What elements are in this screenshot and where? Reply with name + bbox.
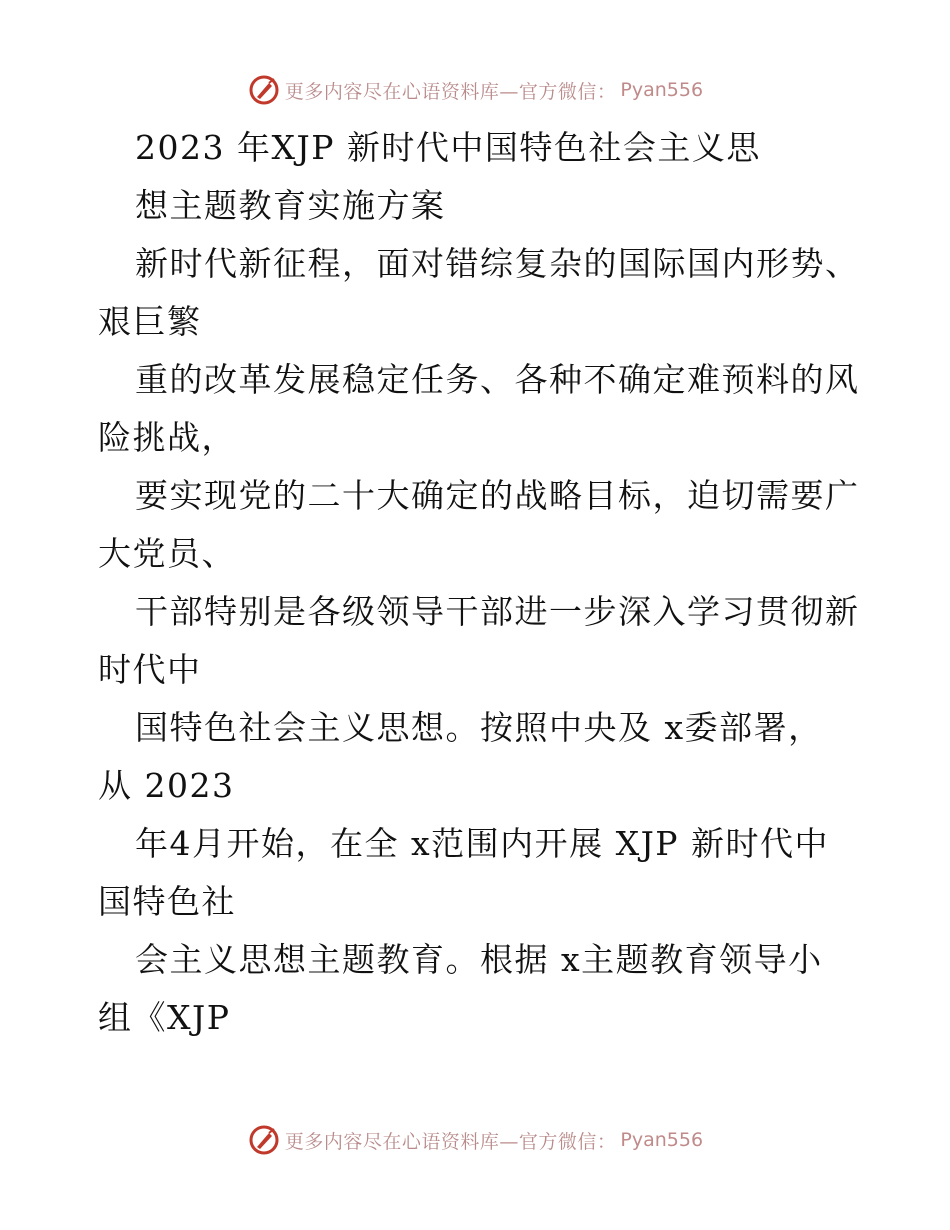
doc-line: 组《XJP [98,998,231,1037]
footer-banner [0,1120,950,1160]
header-banner [0,70,950,110]
doc-line: 要实现党的二十大确定的战略目标，迫切需要广 [135,476,860,515]
banner-text: 更多内容尽在心语资料库—官方微信： [284,1130,617,1153]
doc-line: 干部特别是各级领导干部进一步深入学习贯彻新 [135,592,860,631]
doc-line: 年4月开始，在全 x范围内开展 XJP 新时代中 [135,824,830,863]
doc-line: 国特色社会主义思想。按照中央及 x委部署， [135,708,823,747]
doc-line: 重的改革发展稳定任务、各种不确定难预料的风 [135,360,860,399]
quill-logo-icon [247,1123,281,1157]
doc-title-line-2: 想主题教育实施方案 [135,186,446,225]
banner-contact: Pyan556 [620,79,704,101]
doc-line: 险挑战， [98,418,236,457]
doc-line: 艰巨繁 [98,302,202,341]
doc-line: 大党员、 [98,534,236,573]
doc-line: 国特色社 [98,882,236,921]
doc-line: 会主义思想主题教育。根据 x主题教育领导小 [135,940,823,979]
doc-line: 从 2023 [98,766,235,805]
banner-contact: Pyan556 [620,1129,704,1151]
banner-text: 更多内容尽在心语资料库—官方微信： [284,80,617,103]
doc-line: 新时代新征程，面对错综复杂的国际国内形势、 [135,244,860,283]
quill-logo-icon [247,73,281,107]
doc-line: 时代中 [98,650,202,689]
doc-title-line-1: 2023 年XJP 新时代中国特色社会主义思 [135,128,761,167]
